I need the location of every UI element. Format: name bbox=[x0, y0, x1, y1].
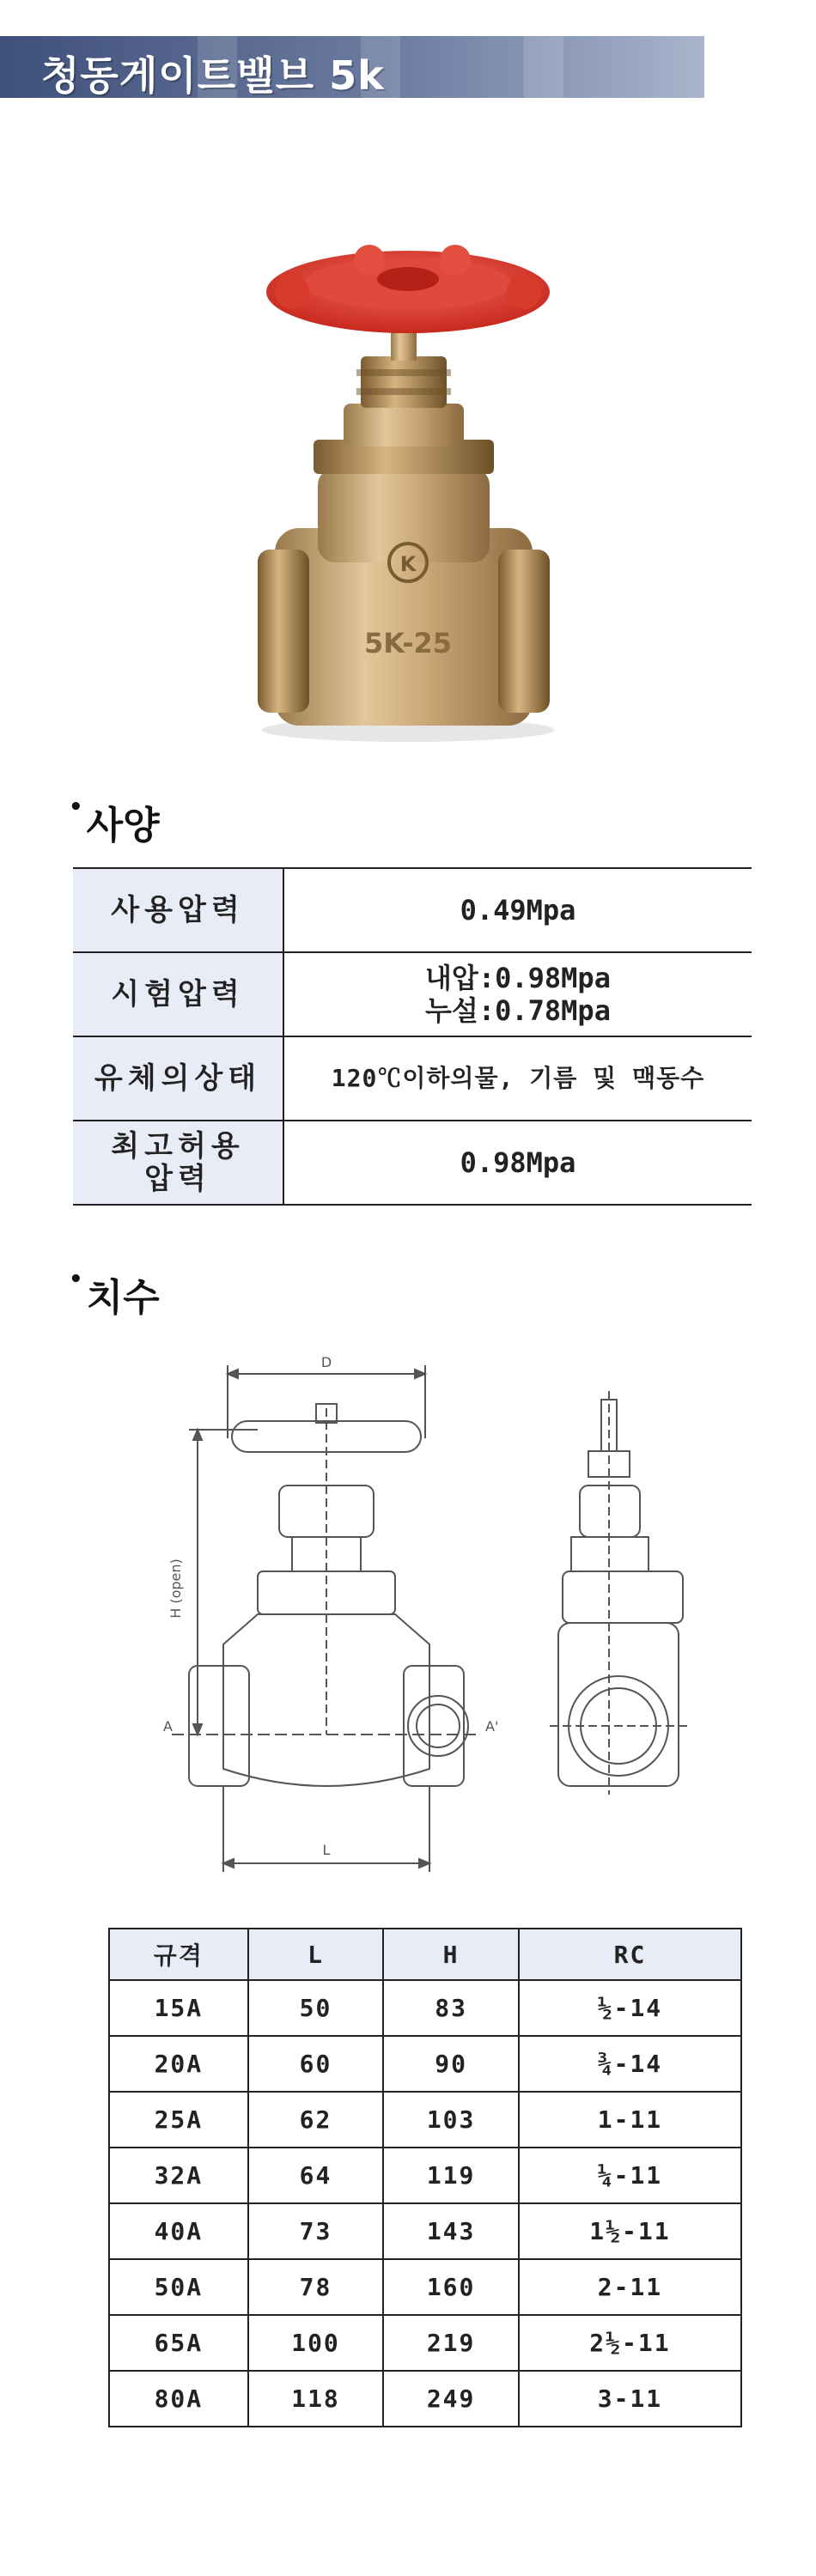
table-row bbox=[109, 1980, 741, 2036]
drawing-label-a: A bbox=[163, 1718, 173, 1735]
table-cell: 15A bbox=[109, 1980, 248, 2036]
column-header: H bbox=[383, 1929, 519, 1980]
table-row bbox=[109, 2148, 741, 2203]
bullet-dot-icon: • bbox=[69, 794, 83, 820]
table-cell: 3-11 bbox=[519, 2371, 741, 2427]
dimension-header-row bbox=[109, 1929, 741, 1980]
column-header: L bbox=[248, 1929, 384, 1980]
table-cell: 103 bbox=[383, 2092, 519, 2148]
hand-wheel bbox=[266, 245, 550, 333]
table-cell: 119 bbox=[383, 2148, 519, 2203]
page-title: 청동게이트밸브 5k bbox=[41, 52, 385, 98]
table-row bbox=[109, 2036, 741, 2092]
spec-row bbox=[73, 952, 752, 1036]
spec-value: 0.49Mpa bbox=[283, 868, 752, 952]
table-cell: 60 bbox=[248, 2036, 384, 2092]
table-cell: 2½-11 bbox=[519, 2315, 741, 2371]
table-cell: 80A bbox=[109, 2371, 248, 2427]
table-cell: 249 bbox=[383, 2371, 519, 2427]
spec-value: 0.98Mpa bbox=[283, 1121, 752, 1205]
table-cell: 20A bbox=[109, 2036, 248, 2092]
spec-label: 시험압력 bbox=[73, 952, 283, 1036]
spec-value-line: 누설:0.78Mpa bbox=[425, 994, 611, 1027]
table-cell: 25A bbox=[109, 2092, 248, 2148]
table-cell: 64 bbox=[248, 2148, 384, 2203]
table-cell: 65A bbox=[109, 2315, 248, 2371]
table-cell: 32A bbox=[109, 2148, 248, 2203]
table-cell: 40A bbox=[109, 2203, 248, 2259]
spec-value-line: 내압:0.98Mpa bbox=[425, 962, 611, 994]
body-marking: 5K-25 bbox=[363, 627, 453, 659]
svg-text:K: K bbox=[399, 552, 417, 576]
table-cell: ¼-11 bbox=[519, 2148, 741, 2203]
spec-label-line: 최고허용 bbox=[111, 1129, 245, 1163]
spec-row bbox=[73, 1036, 752, 1121]
technical-drawing bbox=[155, 1357, 687, 1889]
column-header: RC bbox=[519, 1929, 741, 1980]
drawing-label-l: L bbox=[322, 1842, 331, 1858]
table-cell: 219 bbox=[383, 2315, 519, 2371]
spec-label-line: 압력 bbox=[144, 1162, 211, 1196]
table-cell: 90 bbox=[383, 2036, 519, 2092]
table-cell: 62 bbox=[248, 2092, 384, 2148]
table-cell: 73 bbox=[248, 2203, 384, 2259]
spec-row bbox=[73, 868, 752, 952]
specs-heading: •사양 bbox=[69, 794, 160, 848]
table-cell: ½-14 bbox=[519, 1980, 741, 2036]
spec-row bbox=[73, 1121, 752, 1205]
title-banner bbox=[0, 36, 704, 98]
spec-value bbox=[283, 952, 752, 1036]
spec-label: 사용압력 bbox=[73, 868, 283, 952]
table-cell: 78 bbox=[248, 2259, 384, 2315]
table-cell: 83 bbox=[383, 1980, 519, 2036]
spec-value: 120℃이하의물, 기름 및 맥동수 bbox=[283, 1036, 752, 1121]
drawing-label-d: D bbox=[320, 1357, 332, 1370]
drawing-label-a-prime: A' bbox=[485, 1718, 499, 1735]
table-cell: 143 bbox=[383, 2203, 519, 2259]
bullet-dot-icon: • bbox=[69, 1267, 83, 1292]
dimension-table bbox=[108, 1928, 742, 2427]
table-cell: 1-11 bbox=[519, 2092, 741, 2148]
table-row bbox=[109, 2092, 741, 2148]
table-cell: 160 bbox=[383, 2259, 519, 2315]
banner-stripe bbox=[524, 36, 563, 98]
table-cell: 50 bbox=[248, 1980, 384, 2036]
gate-valve-photo bbox=[215, 172, 593, 756]
table-row bbox=[109, 2315, 741, 2371]
spec-label bbox=[73, 1121, 283, 1205]
table-row bbox=[109, 2371, 741, 2427]
table-cell: 2-11 bbox=[519, 2259, 741, 2315]
table-cell: 100 bbox=[248, 2315, 384, 2371]
table-cell: 50A bbox=[109, 2259, 248, 2315]
table-row bbox=[109, 2259, 741, 2315]
table-cell: 1½-11 bbox=[519, 2203, 741, 2259]
column-header: 규격 bbox=[109, 1929, 248, 1980]
spec-table bbox=[73, 867, 752, 1206]
table-cell: ¾-14 bbox=[519, 2036, 741, 2092]
drawing-label-h: H (open) bbox=[167, 1558, 184, 1619]
dimensions-heading: •치수 bbox=[69, 1267, 160, 1320]
table-cell: 118 bbox=[248, 2371, 384, 2427]
spec-label: 유체의상태 bbox=[73, 1036, 283, 1121]
table-row bbox=[109, 2203, 741, 2259]
